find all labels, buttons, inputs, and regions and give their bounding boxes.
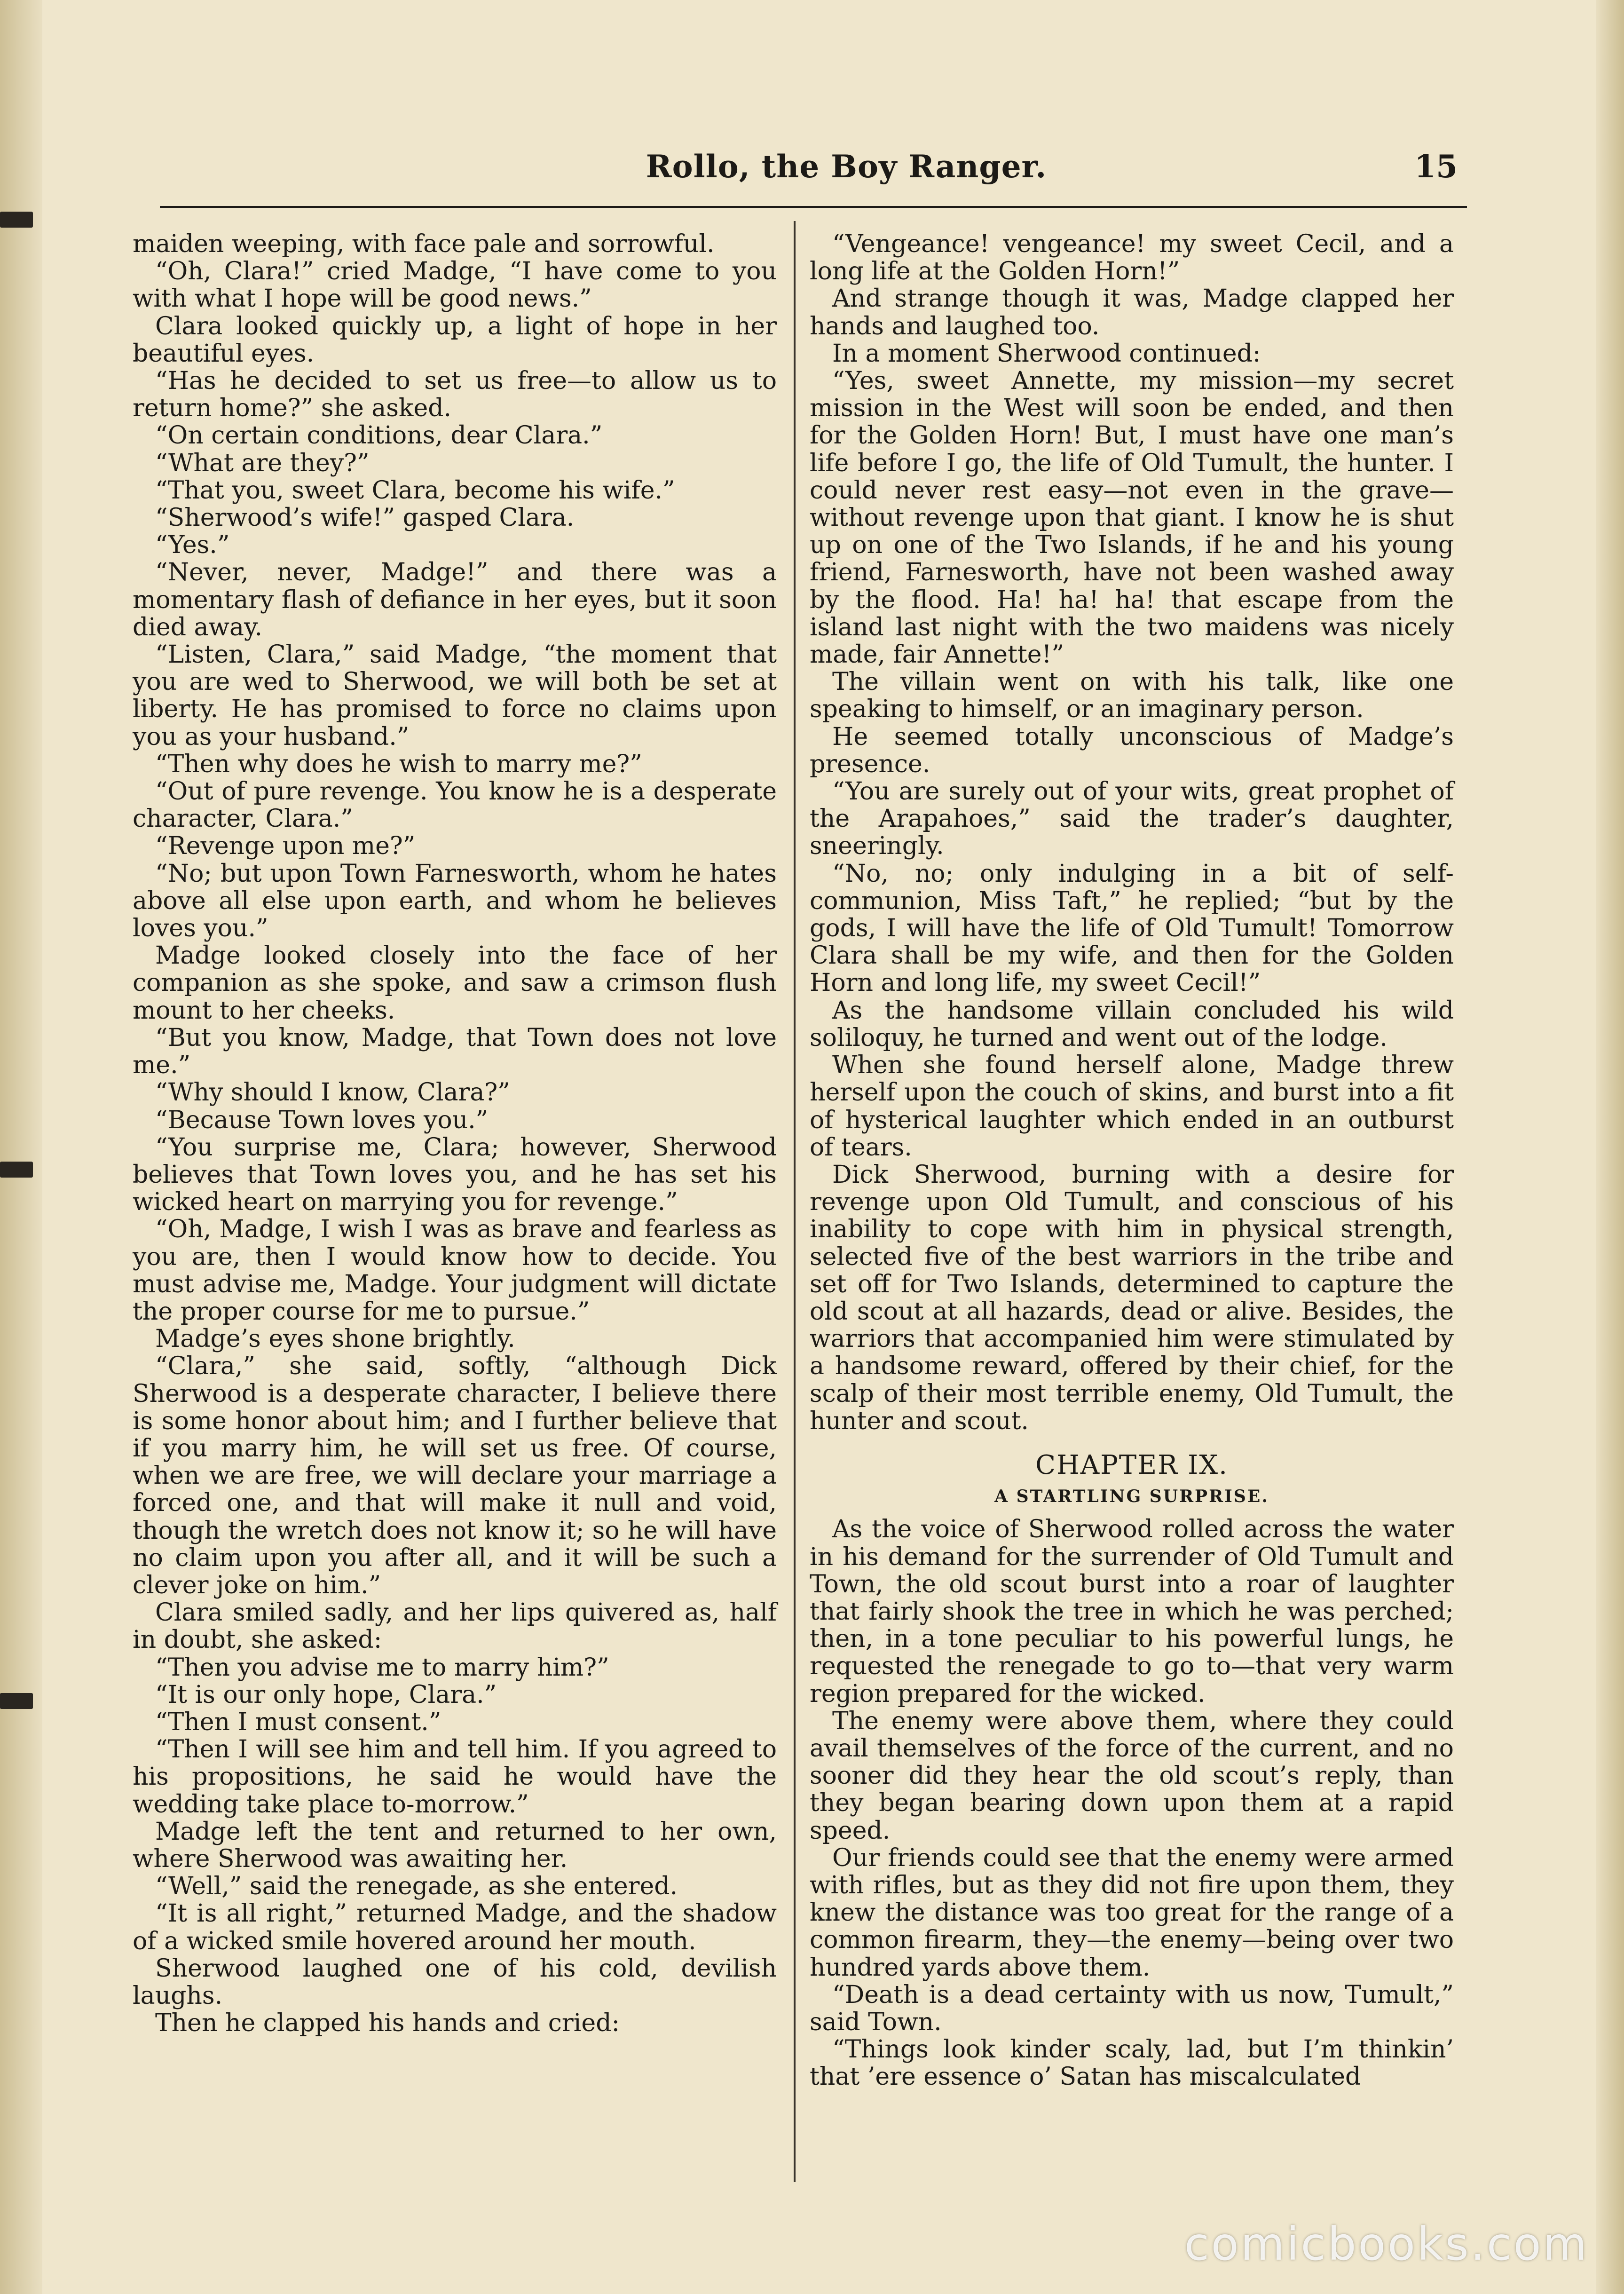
paragraph: As the voice of Sherwood rolled across the water in his demand for the surrender of Old Tumult and Town, the old scout burst into a roar of laughter that fairly shook the tree in which he was perched; then, in a tone peculiar to his powerful lungs, he requested the renegade to go to—that very warm region prepared for the wicked. (810, 1515, 1454, 1708)
paragraph: The villain went on with his talk, like one speaking to himself, or an imaginary person. (810, 668, 1454, 724)
paragraph: “But you know, Madge, that Town does not love me.” (133, 1023, 777, 1080)
paragraph: “What are they?” (155, 449, 370, 477)
paragraph: “Then why does he wish to marry me?” (155, 750, 642, 778)
column-divider (794, 221, 796, 2182)
paragraph: “No; but upon Town Farnesworth, whom he hates above all else upon earth, and whom he believes loves you.” (133, 859, 777, 943)
binding-staple (0, 1162, 33, 1178)
paragraph: “Things look kinder scaly, lad, but I’m thinkin’ that ’ere essence o’ Satan has miscalculated (810, 2035, 1454, 2091)
paragraph: “You are surely out of your wits, great prophet of the Arapahoes,” said the trader’s daughter, sneeringly. (810, 777, 1454, 861)
watermark: comicbooks.com (1184, 2218, 1589, 2270)
binding-staple (0, 212, 33, 228)
paragraph: “Oh, Madge, I wish I was as brave and fearless as you are, then I would know how to decide. You must advise me, Madge. Your judgment will dictate the proper course for me to pursue.” (133, 1215, 777, 1326)
page-number: 15 (1414, 148, 1458, 185)
paragraph: “Why should I know, Clara?” (155, 1078, 510, 1107)
paragraph: “Out of pure revenge. You know he is a desperate character, Clara.” (133, 777, 777, 833)
binding-staple (0, 1693, 33, 1709)
paragraph: Then he clapped his hands and cried: (155, 2009, 620, 2038)
paragraph: Our friends could see that the enemy were armed with rifles, but as they did not fire upon them, they knew the distance was too great for the range of a common firearm, they—the enemy—being over two hundred yards above them. (810, 1843, 1454, 1982)
paragraph: He seemed totally unconscious of Madge’s presence. (810, 722, 1454, 778)
paragraph: Madge looked closely into the face of her companion as she spoke, and saw a crimson flush mount to her cheeks. (133, 941, 777, 1025)
paragraph: “Because Town loves you.” (155, 1106, 489, 1134)
paragraph: maiden weeping, with face pale and sorrowful. (133, 230, 715, 258)
right-column (810, 230, 1454, 2091)
paragraph: “No, no; only indulging in a bit of self-communion, Miss Taft,” he replied; “but by the gods, I will have the life of Old Tumult! Tomorrow Clara shall be my wife, and then for the Golden Horn and long life, my sweet Cecil!” (810, 859, 1454, 997)
right-column-bottom (810, 1516, 1454, 2090)
header-rule (160, 206, 1467, 208)
binding-gutter (0, 0, 42, 2294)
paragraph: Madge left the tent and returned to her own, where Sherwood was awaiting her. (133, 1817, 777, 1873)
right-column-top (810, 230, 1454, 1435)
paragraph: “Then you advise me to marry him?” (155, 1653, 609, 1682)
paragraph: “On certain conditions, dear Clara.” (155, 421, 603, 450)
paragraph: “Then I will see him and tell him. If you agreed to his propositions, he said he would have the wedding take place to-morrow.” (133, 1735, 777, 1819)
paragraph: “Listen, Clara,” said Madge, “the moment that you are wed to Sherwood, we will both be set at liberty. He has promised to force no claims upon you as your husband.” (133, 641, 777, 751)
paragraph: “Vengeance! vengeance! my sweet Cecil, and a long life at the Golden Horn!” (810, 230, 1454, 286)
running-header (127, 148, 1458, 200)
paragraph: And strange though it was, Madge clapped her hands and laughed too. (810, 285, 1454, 340)
paragraph: “Clara,” she said, softly, “although Dick Sherwood is a desperate character, I believe there is some honor about him; and I further believe that if you marry him, he will set us free. Of course, when we are free, we will declare your marriage a forced one, and that will make it null and void, though the wretch does not know it; so he will have no claim upon you after all, and it will be such a clever joke on him.” (133, 1352, 777, 1599)
paragraph: “Yes.” (155, 531, 230, 560)
paragraph: “That you, sweet Clara, become his wife.” (155, 476, 675, 505)
paragraph: “Revenge upon me?” (155, 832, 416, 861)
paragraph: “Has he decided to set us free—to allow us to return home?” she asked. (133, 367, 777, 423)
paragraph: “Never, never, Madge!” and there was a momentary flash of defiance in her eyes, but it soon died away. (133, 558, 777, 641)
paragraph: “You surprise me, Clara; however, Sherwood believes that Town loves you, and he has set his wicked heart on marrying you for revenge.” (133, 1133, 777, 1217)
paragraph: “Yes, sweet Annette, my mission—my secret mission in the West will soon be ended, and then for the Golden Horn! But, I must have one man’s life before I go, the life of Old Tumult, the hunter. I could never rest easy—not even in the grave—without revenge upon that giant. I know he is shut up on one of the Two Islands, if he and his young friend, Farnesworth, have not been washed away by the flood. Ha! ha! ha! that escape from the island last night with the two maidens was nicely made, fair Annette!” (810, 367, 1454, 669)
running-title: Rollo, the Boy Ranger. (646, 148, 1047, 185)
chapter-heading: CHAPTER IX. (1035, 1449, 1228, 1480)
paragraph: As the handsome villain concluded his wild soliloquy, he turned and went out of the lodge. (810, 996, 1454, 1052)
paragraph: “Death is a dead certainty with us now, Tumult,” said Town. (810, 1980, 1454, 2036)
paragraph: “Well,” said the renegade, as she entered. (155, 1872, 678, 1901)
paragraph: When she found herself alone, Madge threw herself upon the couch of skins, and burst into a fit of hysterical laughter which ended in an outburst of tears. (810, 1051, 1454, 1162)
paragraph: Madge’s eyes shone brightly. (155, 1325, 515, 1353)
paragraph: The enemy were above them, where they could avail themselves of the force of the current, and no sooner did they hear the old scout’s reply, than they began bearing down upon them at a rapid speed. (810, 1707, 1454, 1845)
chapter-subtitle: A STARTLING SURPRISE. (994, 1487, 1269, 1507)
paragraph: Clara smiled sadly, and her lips quivered as, half in doubt, she asked: (133, 1598, 777, 1654)
page-edge (1596, 0, 1624, 2294)
paragraph: Clara looked quickly up, a light of hope in her beautiful eyes. (133, 312, 777, 368)
paragraph: Sherwood laughed one of his cold, devilish laughs. (133, 1954, 777, 2010)
paragraph: “It is all right,” returned Madge, and the shadow of a wicked smile hovered around her mouth. (133, 1899, 777, 1955)
paragraph: “It is our only hope, Clara.” (155, 1680, 497, 1709)
paragraph: In a moment Sherwood continued: (832, 339, 1261, 368)
left-column (133, 230, 777, 2037)
paragraph: “Sherwood’s wife!” gasped Clara. (155, 504, 575, 532)
paragraph: “Oh, Clara!” cried Madge, “I have come to you with what I hope will be good news.” (133, 257, 777, 313)
paragraph: “Then I must consent.” (155, 1708, 441, 1736)
paragraph: Dick Sherwood, burning with a desire for revenge upon Old Tumult, and conscious of his inability to cope with him in physical strength, selected five of the best warriors in the tribe and set off for Two Islands, determined to capture the old scout at all hazards, dead or alive. Besides, the warriors that accompanied him were stimulated by a handsome reward, offered by their chief, for the scalp of their most terrible enemy, Old Tumult, the hunter and scout. (810, 1160, 1454, 1435)
